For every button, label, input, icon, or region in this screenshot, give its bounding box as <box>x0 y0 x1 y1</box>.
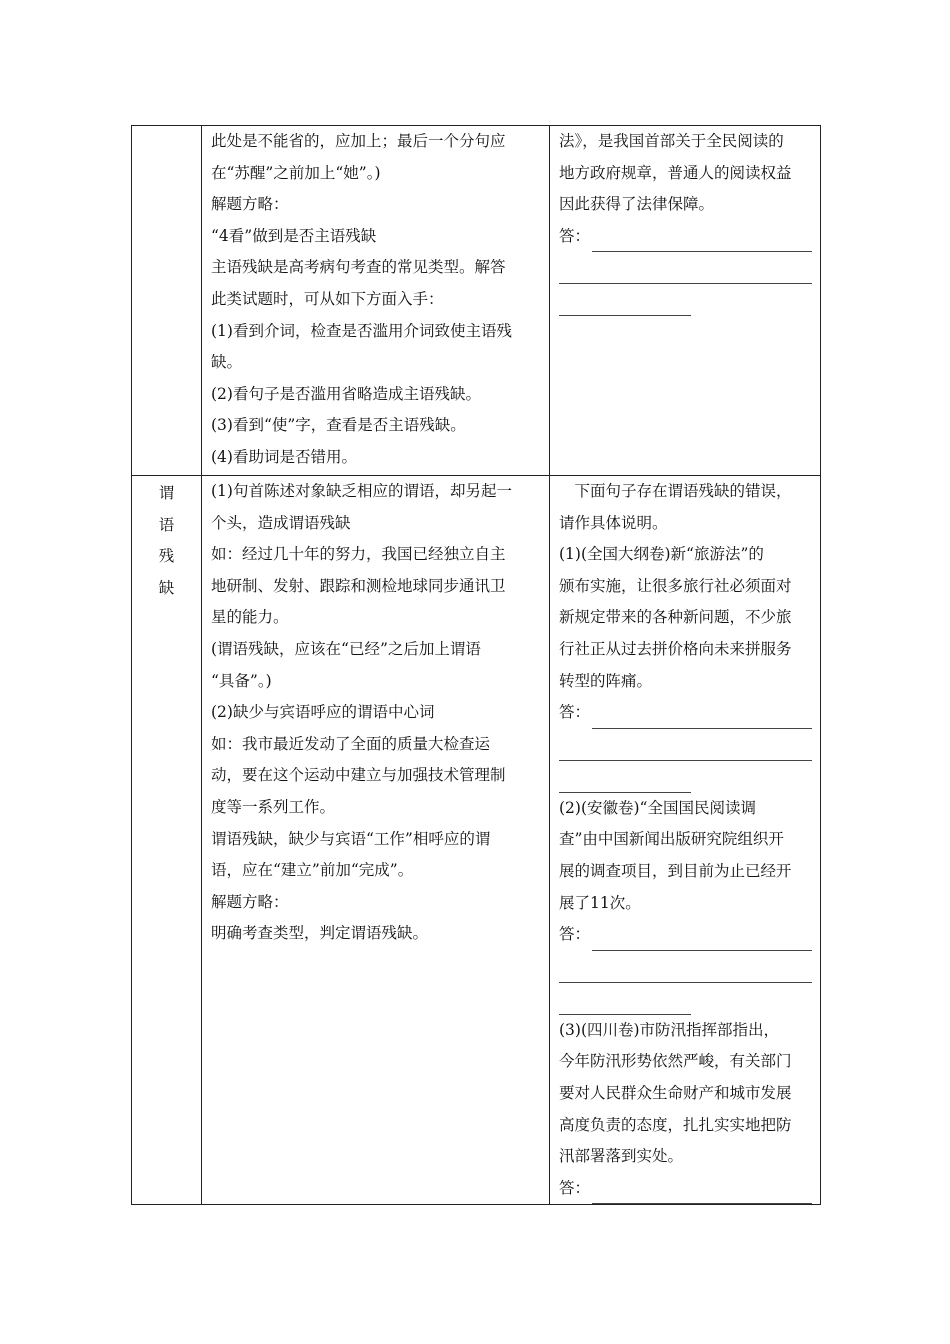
explanation-cell <box>202 476 550 1205</box>
explanation-line: (4)看助词是否错用。 <box>211 447 357 466</box>
table-row-subject-missing <box>132 126 821 476</box>
question-2-line: 展的调查项目，到目前为止已经开 <box>559 861 792 880</box>
answer-blank-line[interactable] <box>559 736 812 761</box>
example-line: 地研制、发射、跟踪和测检地球同步通讯卫 <box>211 576 506 595</box>
explanation-line: 语，应在“建立”前加“完成”。 <box>211 861 414 880</box>
explanation-line: 缺。 <box>211 353 243 372</box>
exercise-cell <box>550 126 821 476</box>
answer-blank-line[interactable] <box>592 1181 812 1204</box>
question-2-line: 展了11次。 <box>559 893 641 912</box>
question-line: 法》，是我国首部关于全民阅读的 <box>559 132 784 150</box>
explanation-line: (1)看到介词，检查是否滥用介词致使主语残 <box>211 321 512 340</box>
answer-label: 答： <box>559 1178 591 1197</box>
example-line: 如：我市最近发动了全面的质量大检查运 <box>211 734 491 753</box>
explanation-line: 此类试题时，可从如下方面入手： <box>211 289 444 308</box>
question-1-line: (1)(全国大纲卷)新“旅游法”的 <box>559 545 764 564</box>
answer-blank-line[interactable] <box>559 291 691 316</box>
category-char: 语 <box>158 515 175 534</box>
answer-blank-line[interactable] <box>559 958 812 983</box>
grammar-error-table <box>131 125 821 1205</box>
question-line: 因此获得了法律保障。 <box>559 195 715 214</box>
question-1-line: 行社正从过去拼价格向未来拼服务 <box>559 639 792 658</box>
question-1-line: 颁布实施，让很多旅行社必须面对 <box>559 576 792 595</box>
question-1-line: 新规定带来的各种新问题，不少旅 <box>559 608 792 627</box>
question-1-line: 转型的阵痛。 <box>559 671 653 690</box>
answer-blank-line[interactable] <box>592 706 812 729</box>
explanation-line: (2)缺少与宾语呼应的谓语中心词 <box>211 703 435 722</box>
instruction-line: 请作具体说明。 <box>559 513 668 532</box>
explanation-line: “具备”。) <box>211 671 272 690</box>
category-cell-empty <box>132 126 202 476</box>
question-3-line: (3)(四川卷)市防汛指挥部指出， <box>559 1020 780 1039</box>
explanation-line: 在“苏醒”之前加上“她”。) <box>211 163 381 182</box>
explanation-line: (1)句首陈述对象缺乏相应的谓语，却另起一 <box>211 482 512 500</box>
strategy-heading: 解题方略： <box>211 892 289 911</box>
question-line: 地方政府规章，普通人的阅读权益 <box>559 163 792 182</box>
question-3-line: 高度负责的态度，扎扎实实地把防 <box>559 1115 792 1134</box>
answer-field-2[interactable] <box>559 919 812 951</box>
answer-blank-line[interactable] <box>559 768 691 793</box>
explanation-line: (谓语残缺，应该在“已经”之后加上谓语 <box>211 639 481 658</box>
answer-blank-line[interactable] <box>592 928 812 951</box>
answer-field[interactable] <box>559 221 812 253</box>
question-3-line: 今年防汛形势依然严峻，有关部门 <box>559 1052 792 1071</box>
example-line: 动，要在这个运动中建立与加强技术管理制 <box>211 766 506 785</box>
category-char: 残 <box>158 547 175 566</box>
question-2-line: (2)(安徽卷)“全国国民阅读调 <box>559 798 756 817</box>
answer-field-1[interactable] <box>559 697 812 729</box>
category-label-vertical <box>132 476 201 604</box>
answer-blank-line[interactable] <box>592 229 812 252</box>
explanation-line: 主语残缺是高考病句考查的常见类型。解答 <box>211 258 506 277</box>
example-line: 度等一系列工作。 <box>211 797 336 816</box>
strategy-heading: 解题方略： <box>211 195 289 214</box>
category-cell <box>132 476 202 1205</box>
strategy-title: “4看”做到是否主语残缺 <box>211 226 377 245</box>
answer-label: 答： <box>559 925 591 944</box>
answer-blank-line[interactable] <box>559 259 812 284</box>
category-char: 缺 <box>158 578 175 597</box>
explanation-line: (3)看到“使”字，查看是否主语残缺。 <box>211 416 466 435</box>
explanation-line: 谓语残缺，缺少与宾语“工作”相呼应的谓 <box>211 829 491 848</box>
category-char: 谓 <box>158 484 175 502</box>
answer-label: 答： <box>559 226 591 245</box>
example-line: 星的能力。 <box>211 608 289 627</box>
explanation-line: (2)看句子是否滥用省略造成主语残缺。 <box>211 384 481 403</box>
explanation-line: 此处是不能省的，应加上；最后一个分句应 <box>211 132 506 150</box>
explanation-cell <box>202 126 550 476</box>
question-3-line: 要对人民群众生命财产和城市发展 <box>559 1083 792 1102</box>
example-line: 如：经过几十年的努力，我国已经独立自主 <box>211 545 506 564</box>
question-2-line: 查”由中国新闻出版研究院组织开 <box>559 830 784 849</box>
table-row-predicate-missing <box>132 476 821 1205</box>
question-3-line: 汛部署落到实处。 <box>559 1147 684 1166</box>
answer-field-3[interactable] <box>559 1173 812 1205</box>
explanation-line: 个头，造成谓语残缺 <box>211 513 351 532</box>
answer-label: 答： <box>559 703 591 722</box>
instruction-line: 下面句子存在谓语残缺的错误， <box>574 482 792 500</box>
answer-blank-line[interactable] <box>559 990 691 1015</box>
strategy-line: 明确考查类型，判定谓语残缺。 <box>211 924 429 943</box>
exercise-cell <box>550 476 821 1205</box>
category-label <box>132 126 201 128</box>
